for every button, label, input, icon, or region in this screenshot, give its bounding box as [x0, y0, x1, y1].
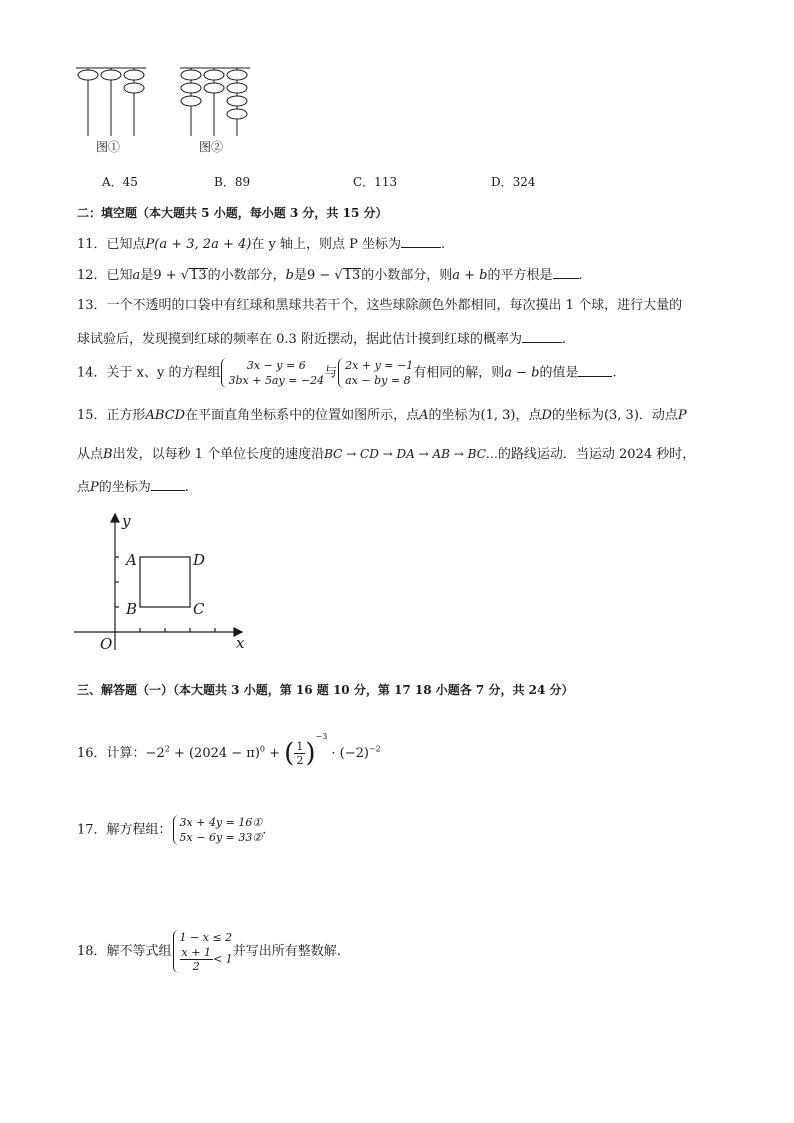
q15-coord-a: (1, 3) [480, 408, 516, 423]
q15-text: 的坐标为 [98, 480, 151, 495]
q12-radicand-2: 13 [343, 268, 361, 283]
point-d-label: D [193, 551, 206, 569]
sqrt-symbol: √ [334, 268, 343, 283]
q12-prefix: 12．已知 [77, 268, 133, 283]
q13-answer-blank[interactable] [522, 330, 562, 343]
q15-text: 的坐标为 [551, 408, 604, 423]
question-13-line-2 [77, 330, 566, 348]
origin-label: O [100, 635, 113, 653]
q12-text: 的小数部分， [207, 268, 286, 283]
q16-frac-num: 1 [296, 740, 304, 753]
q14-prefix: 14．关于 x、y 的方程组 [77, 365, 221, 381]
q15-text: 点 [77, 480, 91, 495]
q14-a-minus-b: a − b [504, 365, 540, 381]
option-a: A．45 [102, 175, 138, 189]
q17-prefix: 17．解方程组： [77, 822, 172, 838]
question-15-line-3 [77, 478, 189, 496]
x-axis-label: x [236, 634, 245, 652]
q16-exp-1: 2 [164, 744, 170, 754]
q16-prefix: 16．计算： [77, 746, 146, 761]
option-b: B．89 [214, 175, 251, 189]
q14-system-1 [220, 358, 324, 388]
q13-end: . [561, 332, 567, 347]
point-b-label: B [126, 600, 138, 618]
figure-1-caption: 图① [96, 140, 121, 154]
abacus-1 [76, 68, 146, 136]
q12-text: 的小数部分，则 [361, 268, 453, 283]
q15-point-b: B [103, 447, 113, 462]
q12-nine-minus: 9 − [306, 268, 335, 283]
question-15-line-2 [77, 446, 695, 463]
q18-suffix: 并写出所有整数解. [232, 944, 341, 959]
q16-term-2: + (2024 − π) [169, 746, 260, 761]
question-11 [77, 235, 445, 253]
q12-a-plus-b: a + b [452, 268, 488, 283]
q15-point-d: D [541, 408, 552, 423]
q16-exp-4: −2 [369, 744, 381, 754]
left-paren: ( [284, 738, 295, 769]
q11-point: P(a + 3, 2a + 4) [145, 237, 252, 252]
q16-exp-3: −3 [315, 732, 328, 741]
q17-eq-1: 3x + 4y = 16① [179, 816, 263, 829]
q12-radicand-1: 13 [190, 268, 207, 283]
q12-end: . [578, 268, 583, 283]
q11-answer-blank[interactable] [401, 235, 441, 248]
point-c-label: C [193, 600, 205, 618]
q18-fraction [180, 946, 213, 973]
q15-coord-d: (3, 3) [603, 408, 639, 423]
question-18 [77, 930, 341, 973]
q14-sys2-eq2: ax − by = 8 [345, 374, 411, 387]
q18-ineq-2-rest: < 1 [212, 952, 233, 966]
y-axis-label: y [122, 512, 131, 530]
question-12 [77, 266, 583, 284]
square-abcd [140, 557, 190, 607]
q15-end: . [184, 480, 189, 495]
q14-end: . [612, 365, 617, 381]
q14-answer-blank[interactable] [578, 364, 612, 377]
question-13-line-1: 13．一个不透明的口袋中有红球和黑球共若干个，这些球除颜色外都相同，每次摸出 1 个球，进行大量的 [77, 298, 683, 313]
q16-term-4: · (−2) [327, 746, 369, 761]
point-a-label: A [126, 551, 137, 569]
q14-sys2-eq1: 2x + y = −1 [345, 359, 414, 372]
q15-text: ．动点 [638, 408, 678, 423]
q12-text: 是 [140, 268, 154, 283]
section-3-heading: 三、解答题（一）（本大题共 3 小题，第 16 题 10 分，第 17 18 小题各 7 分，共 24 分） [77, 683, 574, 697]
q15-point-p: P [90, 480, 99, 495]
q17-eq-2: 5x − 6y = 33② [179, 831, 263, 844]
q15-text: 从点 [77, 447, 104, 462]
q14-sys1-eq1: 3x − y = 6 [246, 359, 306, 372]
q15-text: 出发，以每秒 1 个单位长度的速度沿 [112, 447, 325, 462]
q11-end: . [440, 237, 446, 252]
question-15-line-1 [77, 408, 687, 424]
q18-system [172, 930, 233, 973]
q15-text: ，点 [515, 408, 542, 423]
figure-2-caption: 图② [199, 140, 224, 154]
q18-ineq-2 [180, 946, 233, 973]
question-14 [77, 358, 617, 388]
q17-system [172, 815, 263, 845]
q15-text: 的坐标为 [428, 408, 481, 423]
q16-fraction [294, 740, 305, 767]
q18-frac-den: 2 [192, 960, 200, 973]
q13-text: 球试验后，发现摸到红球的频率在 0.3 附近摆动，据此估计摸到红球的概率为 [77, 332, 522, 347]
q15-answer-blank[interactable] [151, 478, 185, 491]
q15-text: 在平面直角坐标系中的位置如图所示，点 [185, 408, 420, 423]
q15-point-p: P [677, 408, 687, 423]
q14-suffix: 的值是 [539, 365, 579, 381]
q14-sys1-eq2: 3bx + 5ay = −24 [228, 374, 325, 387]
sqrt-symbol: √ [180, 268, 190, 283]
q15-path: BC → CD → DA → AB → BC… [324, 447, 498, 461]
q14-mid: 与 [324, 365, 338, 381]
q11-prefix: 11．已知点 [77, 237, 146, 252]
q15-text: 的路线运动．当运动 2024 秒时， [497, 447, 696, 462]
q12-answer-blank[interactable] [553, 266, 579, 279]
q16-plus: + [265, 746, 285, 761]
coordinate-figure [70, 510, 250, 655]
q17-end: . [262, 822, 267, 838]
q16-frac-den: 2 [296, 754, 304, 767]
option-d: D．324 [491, 175, 536, 189]
q18-prefix: 18．解不等式组 [77, 944, 172, 959]
section-2-heading: 二：填空题（本大题共 5 小题，每小题 3 分，共 15 分） [77, 206, 388, 220]
q14-system-2 [337, 358, 413, 388]
question-16 [77, 722, 381, 769]
q18-ineq-1: 1 − x ≤ 2 [179, 931, 233, 944]
q18-frac-num: x + 1 [181, 946, 211, 959]
q12-suffix: 的平方根是 [487, 268, 553, 283]
q15-square-name: ABCD [145, 408, 186, 423]
abacus-figures [70, 58, 270, 140]
q14-suffix: 有相同的解，则 [413, 365, 505, 381]
q11-suffix: 在 y 轴上，则点 P 坐标为 [251, 237, 401, 252]
q12-var-a: a [132, 268, 141, 283]
q15-point-a: A [419, 408, 429, 423]
q12-var-b: b [285, 268, 294, 283]
q12-nine-plus: 9 + [153, 268, 181, 283]
q16-exp-2: 0 [259, 744, 265, 754]
q16-term-1: −2 [145, 746, 165, 761]
q15-text: 15．正方形 [77, 408, 146, 423]
abacus-2 [180, 68, 250, 136]
y-axis-arrow [111, 514, 119, 522]
right-paren: ) [305, 738, 316, 769]
q12-text: 是 [293, 268, 307, 283]
option-c: C．113 [353, 175, 398, 189]
question-17 [77, 815, 266, 845]
